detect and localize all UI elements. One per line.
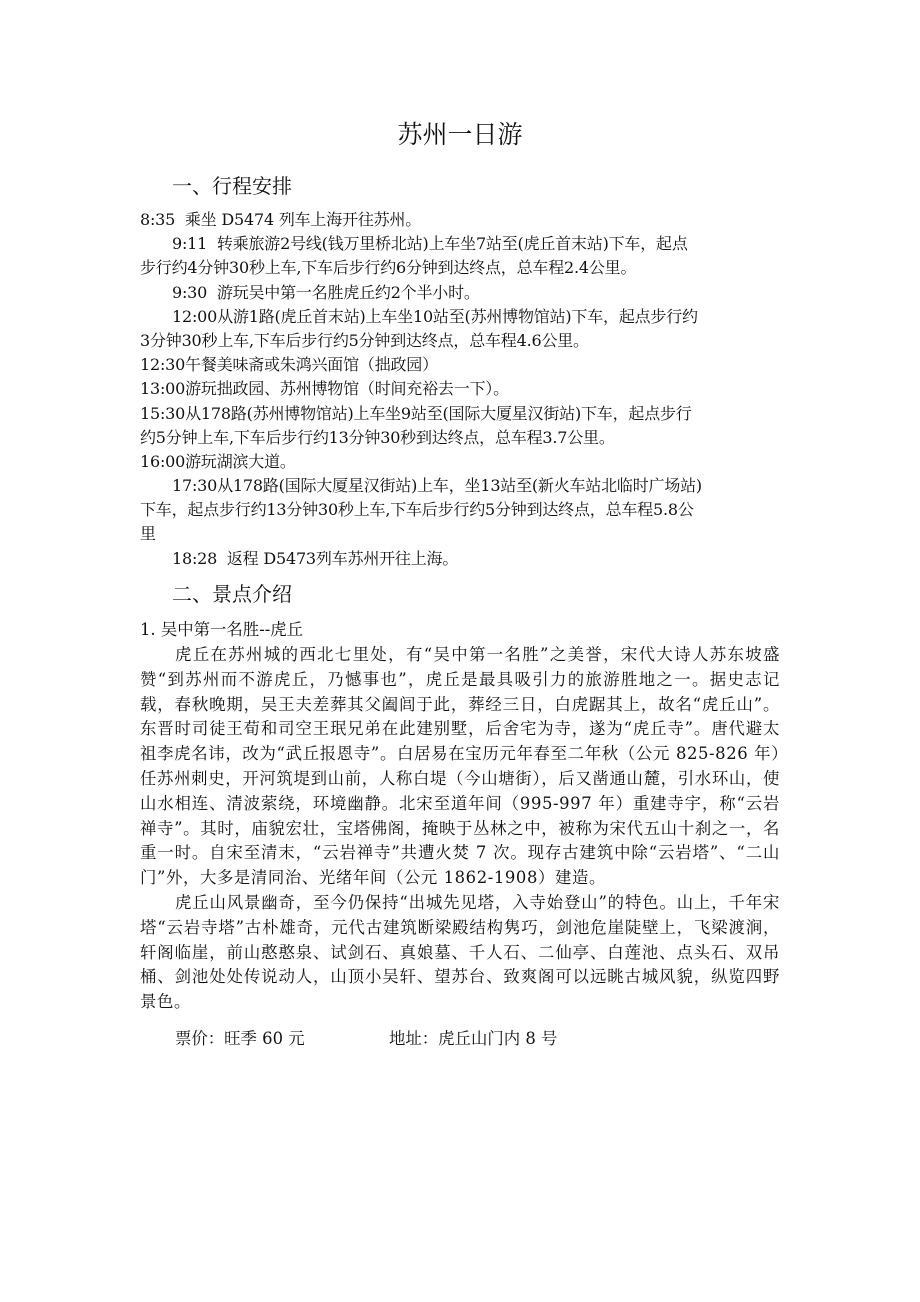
page-title: 苏州一日游 xyxy=(397,120,523,149)
itinerary-line: 13:00游玩拙政园、苏州博物馆（时间充裕去一下）。 xyxy=(140,379,509,399)
itinerary-list xyxy=(140,208,800,571)
itinerary-line: 18:28 返程 D5473列车苏州开往上海。 xyxy=(172,548,459,568)
itinerary-line: 15:30从178路(苏州博物馆站)上车坐9站至(国际大厦星汉街站)下车，起点步行 xyxy=(140,403,692,423)
itinerary-line: 里 xyxy=(140,524,156,544)
spot-heading: 1. 吴中第一名胜--虎丘 xyxy=(140,620,304,639)
itinerary-line: 16:00游玩湖滨大道。 xyxy=(140,451,296,471)
itinerary-line: 步行约4分钟30秒上车,下车后步行约6分钟到达终点，总车程2.4公里。 xyxy=(140,258,637,278)
itinerary-line: 12:30午餐美味斋或朱鸿兴面馆（拙政园） xyxy=(140,355,438,375)
address: 地址：虎丘山门内 8 号 xyxy=(389,1029,558,1048)
itinerary-line: 12:00从游1路(虎丘首末站)上车坐10站至(苏州博物馆站)下车，起点步行约 xyxy=(172,306,698,326)
itinerary-line: 下车，起点步行约13分钟30秒上车,下车后步行约5分钟到达终点，总车程5.8公 xyxy=(140,500,694,520)
section-heading-attractions: 二、景点介绍 xyxy=(172,582,292,606)
itinerary-line: 约5分钟上车,下车后步行约13分钟30秒到达终点，总车程3.7公里。 xyxy=(140,427,615,447)
itinerary-line: 9:11 转乘旅游2号线(钱万里桥北站)上车坐7站至(虎丘首末站)下车，起点 xyxy=(172,234,688,254)
section-heading-itinerary: 一、行程安排 xyxy=(172,174,292,198)
itinerary-line: 9:30 游玩吴中第一名胜虎丘约2个半小时。 xyxy=(172,282,480,302)
description-paragraph: 虎丘在苏州城的西北七里处，有“吴中第一名胜”之美誉，宋代大诗人苏东坡盛赞“到苏州而不游虎丘，乃憾事也”，虎丘是最具吸引力的旅游胜地之一。据史志记载，春秋晚期，吴王夫差葬其父阖闾于此，葬经三日，白虎踞其上，故名“虎丘山”。东晋时司徒王荀和司空王珉兄弟在此建别墅，后舍宅为寺，遂为“虎丘寺”。唐代避太祖李虎名讳，改为“武丘报恩寺”。白居易在宝历元年春至二年秋（公元 825-826 年）任苏州刺史，开河筑堤到山前，人称白堤（今山塘街），后又凿通山麓，引水环山，使山水相连、清波萦绕，环境幽静。北宋至道年间（995-997 年）重建寺宇，称“云岩禅寺”。其时，庙貌宏壮，宝塔佛阁，掩映于丛林之中，被称为宋代五山十刹之一，名重一时。自宋至清末，“云岩禅寺”共遭火焚 7 次。现存古建筑中除“云岩塔”、“二山门”外，大多是清同治、光绪年间（公元 1862-1908）建造。 xyxy=(140,645,780,888)
itinerary-line: 8:35 乘坐 D5474 列车上海开往苏州。 xyxy=(140,210,422,229)
itinerary-line: 3分钟30秒上车,下车后步行约5分钟到达终点，总车程4.6公里。 xyxy=(140,330,589,350)
itinerary-line: 17:30从178路(国际大厦星汉街站)上车，坐13站至(新火车站北临时广场站) xyxy=(172,476,702,496)
ticket-price: 票价：旺季 60 元 xyxy=(175,1029,305,1048)
spot-description xyxy=(140,643,780,1015)
description-paragraph: 虎丘山风景幽奇，至今仍保持“出城先见塔，入寺始登山”的特色。山上，千年宋塔“云岩寺塔”古朴雄奇，元代古建筑断梁殿结构隽巧，剑池危崖陡壁上，飞梁渡涧，轩阁临崖，前山憨憨泉、试剑石、真娘墓、千人石、二仙亭、白莲池、点头石、双吊桶、剑池处处传说动人，山顶小吴轩、望苏台、致爽阁可以远眺古城风貌，纵览四野景色。 xyxy=(140,892,780,1012)
